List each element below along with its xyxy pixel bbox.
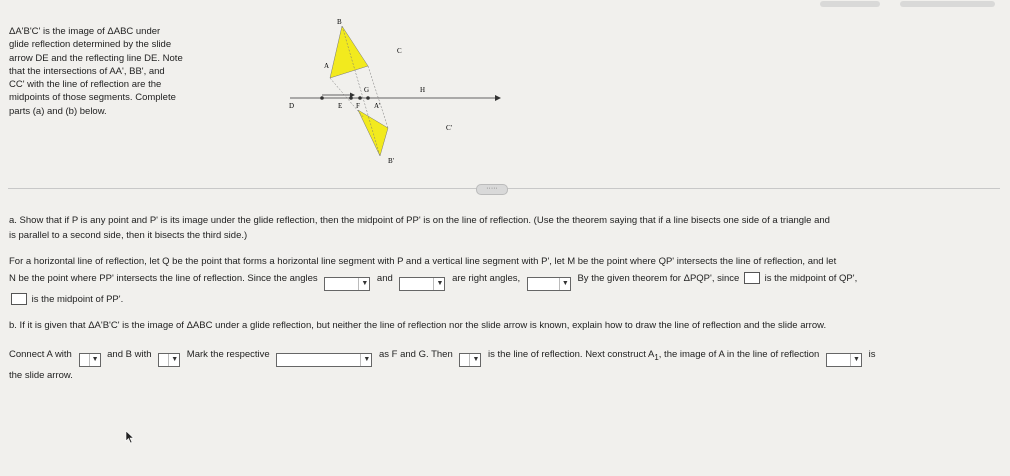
part-b-sentence: as F and G. Then [378,349,453,360]
label-c-prime: C' [446,124,452,132]
chevron-down-icon: ▼ [469,354,479,366]
part-b-sentence: and B with [107,349,152,360]
part-b-sentence: is the line of reflection. Next construct A [488,349,655,360]
part-a-sentence: is the midpoint of QP', [764,273,858,284]
point-e [349,96,353,100]
chevron-down-icon: ▼ [433,278,443,290]
line-fg-dropdown[interactable] [459,353,481,367]
chevron-down-icon: ▼ [850,354,860,366]
midpoints-dropdown[interactable] [276,353,372,367]
intro-line: that the intersections of AA', BB', and [9,65,165,77]
parallel-statement-dropdown[interactable] [527,277,571,291]
slide-arrow-dropdown[interactable] [826,353,862,367]
part-a-prompt-text: is parallel to a second side, then it bisects the third side.) [9,230,248,241]
point-a-prime-dropdown[interactable] [79,353,101,367]
line-arrowhead [495,95,501,101]
part-b-sentence: Mark the respective [186,349,270,360]
part-a-sentence: N be the point where PP' intersects the line of reflection. Since the angles [9,273,318,284]
top-bar [0,0,1010,9]
intro-text [9,25,224,118]
part-b-sentence: Connect A with [9,349,72,360]
label-g: G [364,86,370,94]
part-a-sentence: are right angles, [452,273,521,284]
part-a-answer [9,253,999,308]
label-e: E [338,102,343,110]
label-d: D [289,102,295,110]
point-f [358,96,362,100]
intro-line: ΔA'B'C' is the image of ΔABC under [9,26,161,37]
label-a-prime: A' [374,102,381,110]
part-a-sentence: For a horizontal line of reflection, let Q be the point that forms a horizontal line segment with P and a vertical line segment with P', let M be the point where QP' intersects the line of reflection, and let [9,256,837,267]
part-b-prompt: b. If it is given that ΔA'B'C' is the image of ΔABC under a glide reflection, but neither the line of reflection nor the slide arrow is known, explain how to draw the line of reflection and the slide arrow. [9,320,827,331]
top-bar-blur [820,1,880,7]
label-h: H [420,86,426,94]
part-b-sentence: , the image of A in the line of reflection [658,349,820,360]
part-b-sentence: the slide arrow. [9,370,73,381]
chevron-down-icon: ▼ [360,354,370,366]
label-f: F [356,102,360,110]
midpoint-pp-blank[interactable] [11,293,27,305]
chevron-down-icon: ▼ [89,354,99,366]
chevron-down-icon: ▼ [358,278,368,290]
label-c: C [397,47,402,55]
angle-1-dropdown[interactable] [324,277,370,291]
intro-line: CC' with the line of reflection are the [9,79,162,91]
part-a-sentence: By the given theorem for ΔPQP', since [577,273,740,284]
part-a-prompt [9,213,999,243]
label-a: A [324,62,330,70]
glide-reflection-figure [280,18,510,168]
triangle-abc [330,26,368,78]
midpoint-qp-blank[interactable] [744,272,760,284]
angle-2-dropdown[interactable] [399,277,445,291]
label-b-prime: B' [388,157,394,165]
part-b-answer [9,346,999,384]
part-a-sentence: and [376,273,393,284]
label-b: B [337,18,342,26]
top-bar-blur [900,1,995,7]
chevron-down-icon: ▼ [559,278,569,290]
part-a-sentence: is the midpoint of PP'. [31,294,124,305]
part-b-sentence: is [868,349,876,360]
intro-line: midpoints of those segments. Complete [9,92,176,104]
mouse-cursor-icon [125,430,135,444]
point-d [320,96,324,100]
point-g [366,96,370,100]
intro-line: parts (a) and (b) below. [9,105,107,117]
subscript-1: 1 [654,352,659,362]
part-a-prompt-text: a. Show that if P is any point and P' is its image under the glide reflection, then the midpoint of PP' is on the line of reflection. (Use the theorem saying that if a line bisects one side of a triangle and [9,215,830,226]
expand-more-button[interactable]: ····· [476,184,508,195]
intro-line: glide reflection determined by the slide [9,39,172,51]
intro-line: arrow DE and the reflecting line DE. Note [9,52,183,64]
triangle-a-prime-b-prime-c-prime [358,110,388,156]
chevron-down-icon: ▼ [168,354,178,366]
point-b-prime-dropdown[interactable] [158,353,180,367]
